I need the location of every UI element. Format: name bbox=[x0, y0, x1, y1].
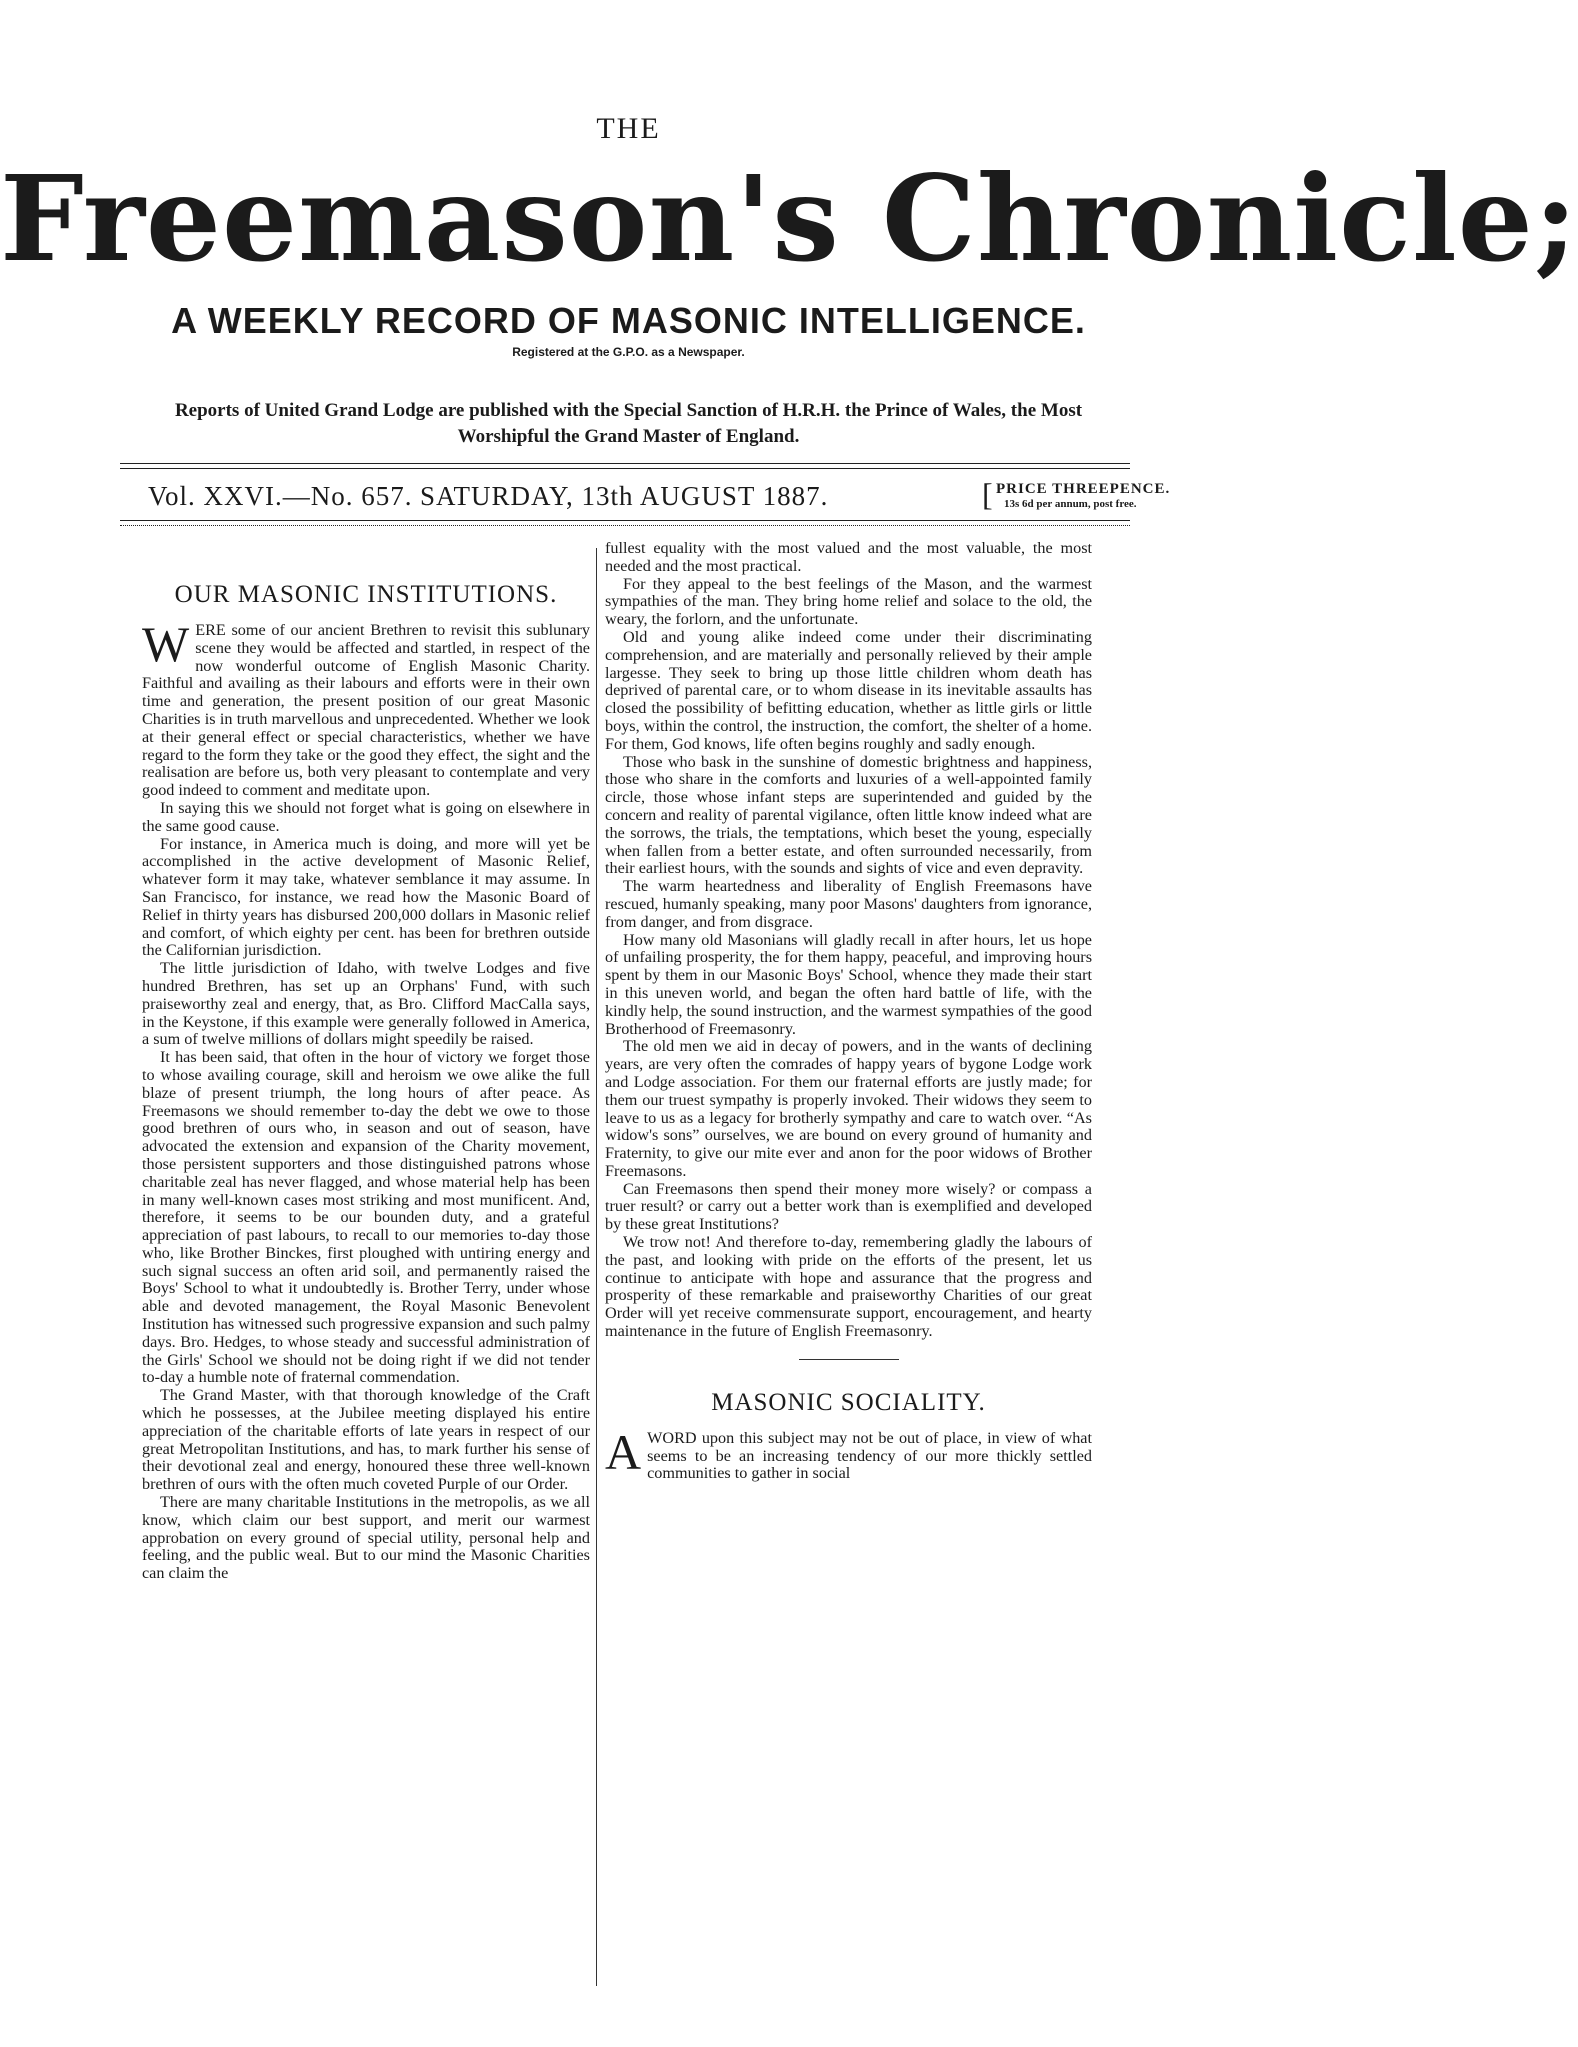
issue-date: SATURDAY, 13th AUGUST 1887. bbox=[420, 481, 829, 511]
header-rule bbox=[120, 520, 1130, 521]
article-paragraph: The Grand Master, with that thorough knowledge of the Craft which he possesses, at the Jubilee meeting displayed his entire appreciation of the charitable efforts of late years in respect of our great Metropolitan Institutions, and has, to mark further his sense of their devotional zeal and energy, honoured these three well-known brethren of ours with the often much coveted Purple of our Order. bbox=[142, 1386, 590, 1494]
header-rule bbox=[120, 463, 1130, 464]
article-paragraph: WERE some of our ancient Brethren to revisit this sublunary scene they would be affected and startled, in respect of the now wonderful outcome of English Masonic Charity. Faithful and availing as their labours and efforts were in their own time and generation, the present position of our great Masonic Charities is in truth marvellous and unprecedented. Whether we look at their general effect or special characteristics, whether we have regard to the form they take or the good they effect, the sight and the realisation are before us, both very pleasant to contemplate and very good indeed to comment and meditate upon. bbox=[142, 616, 590, 800]
masthead-title: Freemason's Chronicle; bbox=[0, 149, 1578, 288]
article-paragraph: Can Freemasons then spend their money more wisely? or compass a truer result? or carry out a better work than is exemplified and developed by these great Institutions? bbox=[605, 1179, 1092, 1234]
article-paragraph: For instance, in America much is doing, and more will yet be accomplished in the active development of Masonic Relief, whatever form it may take, whatever semblance it may assume. In San Francisco, for instance, we read how the Masonic Board of Relief in thirty years has disbursed 200,000 dollars in Masonic relief and comfort, of which eighty per cent. has been for brethren outside the Californian jurisdiction. bbox=[142, 834, 590, 960]
article-paragraph: For they appeal to the best feelings of the Mason, and the warmest sympathies of the man. They bring home relief and solace to the old, the weary, the forlorn, and the unfortunate. bbox=[605, 574, 1092, 629]
registration-notice: Registered at the G.P.O. as a Newspaper. bbox=[512, 345, 745, 359]
drop-cap: A bbox=[605, 1423, 642, 1480]
article-paragraph: It has been said, that often in the hour of victory we forget those to whose availing courage, skill and heroism we owe alike the full blaze of present triumph, the long hours of after peace. As Freemasons we should remember to-day the debt we owe to those good brethren of ours who, in season and out of season, have advocated the extension and expansion of the Charity movement, those persistent supporters and those distinguished patrons whose charitable zeal has never flagged, and whose material help has been in many well-known cases most striking and most munificent. And, therefore, it seems to be our bounden duty, and a grateful appreciation of past labours, to recall to our memories to-day those who, like Brother Binckes, first ploughed with untiring energy and such signal success an often arid soil, and permanently raised the Boys' School to what it undoubtedly is. Brother Terry, under whose able and devoted management, the Royal Masonic Benevolent Institution has witnessed such progressive expansion and such palmy days. Bro. Hedges, to whose steady and successful administration of the Girls' School we should not be doing right if we did not tender to-day a humble note of fraternal commendation. bbox=[142, 1048, 590, 1387]
article-paragraph: In saying this we should not forget what is going on elsewhere in the same good cause. bbox=[142, 798, 590, 835]
header-rule bbox=[120, 525, 1130, 526]
article-paragraph: AWORD upon this subject may not be out of place, in view of what seems to be an increasing tendency of our more thickly settled communities to gather in social bbox=[605, 1423, 1092, 1483]
article-title: OUR MASONIC INSTITUTIONS. bbox=[174, 581, 558, 608]
article-paragraph: The little jurisdiction of Idaho, with twelve Lodges and five hundred Brethren, has set up an Orphans' Fund, with such praiseworthy zeal and energy, that, as Bro. Clifford MacCalla says, in the Keystone, if this example were generally followed in America, a sum of twelve millions of dollars might speedily be raised. bbox=[142, 959, 590, 1049]
subscription-label: 13s 6d per annum, post free. bbox=[1004, 498, 1137, 510]
masthead-the: THE bbox=[596, 112, 661, 145]
article-paragraph: Those who bask in the sunshine of domestic brightness and happiness, those who share in the comforts and luxuries of a well-appointed family circle, those whose infant steps are superintended and guided by the concern and reality of parental vigilance, often little know indeed what are the sorrows, the trials, the temptations, which beset the young, especially when fallen from a better estate, and often surrounded necessarily, from their earliest hours, with the sounds and sights of vice and even depravity. bbox=[605, 752, 1092, 878]
volume-number: Vol. XXVI.—No. 657. bbox=[148, 481, 413, 511]
article-paragraph: The warm heartedness and liberality of English Freemasons have rescued, humanly speaking, many poor Masons' daughters from ignorance, from danger, and from disgrace. bbox=[605, 877, 1092, 931]
masthead-tagline: A WEEKLY RECORD OF MASONIC INTELLIGENCE. bbox=[171, 300, 1086, 341]
drop-cap: W bbox=[142, 616, 190, 672]
price-bracket: [ bbox=[982, 476, 993, 512]
left-column bbox=[142, 580, 590, 1583]
sanction-notice: Reports of United Grand Lodge are published with the Special Sanction of H.R.H. the Prince of Wales, the Most Worshipful the Grand Master of England. bbox=[174, 400, 1083, 447]
column-divider bbox=[596, 548, 597, 1986]
article-paragraph: There are many charitable Institutions in the metropolis, as we all know, which claim our best support, and merit our warmest approbation on every ground of special utility, personal help and feeling, and the public weal. But to our mind the Masonic Charities can claim the bbox=[142, 1493, 590, 1583]
price-label: PRICE THREEPENCE. bbox=[996, 481, 1171, 497]
article-title: MASONIC SOCIALITY. bbox=[711, 1388, 986, 1416]
article-paragraph: fullest equality with the most valued and the most valuable, the most needed and the most practical. bbox=[605, 539, 1092, 575]
article-paragraph: We trow not! And therefore to-day, remembering gladly the labours of the past, and looking with pride on the efforts of the present, let us continue to anticipate with hope and assurance that the progress and prosperity of these remarkable and praiseworthy Charities of our great Order will yet receive commensurate support, encouragement, and hearty maintenance in the future of English Freemasonry. bbox=[605, 1233, 1092, 1341]
article-paragraph: How many old Masonians will gladly recall in after hours, let us hope of unfailing prosperity, the for them happy, peaceful, and improving hours spent by them in our Masonic Boys' School, whence they made their start in this uneven world, and began the often hard battle of life, with the kindly help, the sound instruction, and the warmest sympathies of the good Brotherhood of Freemasonry. bbox=[605, 930, 1092, 1038]
article-paragraph: Old and young alike indeed come under their discriminating comprehension, and are materially and personally relieved by their ample largesse. They seek to bring up those little children whom death has deprived of parental care, or to whom disease in its inevitable assaults has closed the possibility of befitting education, whether as little girls or little boys, within the control, the instruction, the comfort, the shelter of a home. For them, God knows, life often begins roughly and sadly enough. bbox=[605, 627, 1092, 753]
article-paragraph: The old men we aid in decay of powers, and in the wants of declining years, are very often the comrades of happy years of bygone Lodge work and Lodge association. For them our fraternal efforts are justly made; for them our truest sympathy is properly invoked. Their widows they seem to leave to us as a legacy for brotherly sympathy and care to watch over. “As widow's sons” ourselves, we are bound on every ground of humanity and Fraternity, to give our mite ever and anon for the poor widows of Brother Freemasons. bbox=[605, 1037, 1092, 1180]
right-column bbox=[605, 540, 1092, 1483]
header-rule bbox=[120, 468, 1130, 469]
section-rule bbox=[799, 1359, 899, 1360]
